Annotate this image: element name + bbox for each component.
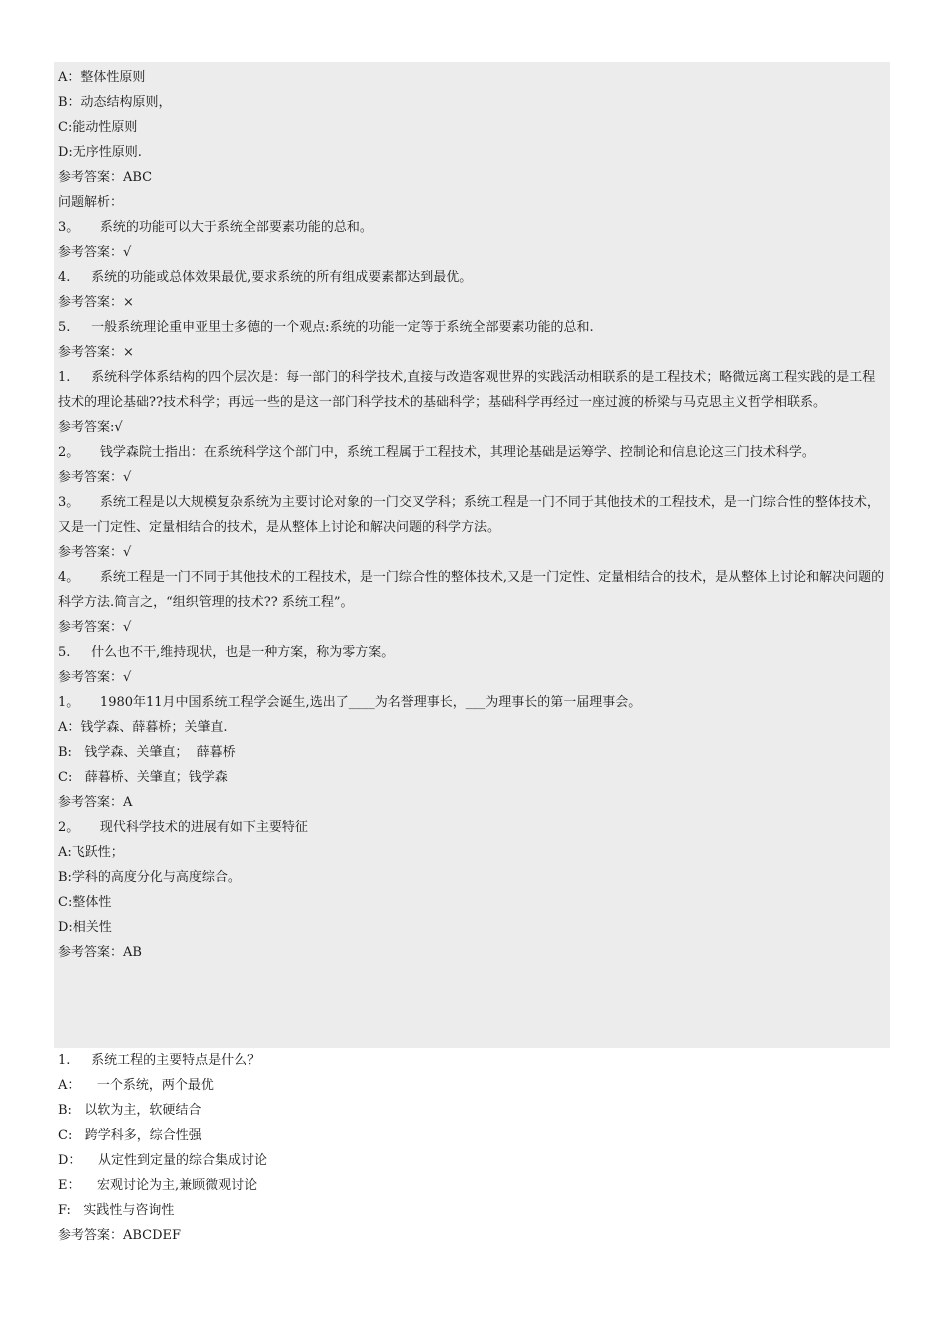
option-line: E： 宏观讨论为主,兼顾微观讨论 [58, 1178, 258, 1193]
option-line: D:相关性 [58, 920, 112, 935]
option-line: D： 从定性到定量的综合集成讨论 [58, 1153, 267, 1168]
question-line: 3。 系统工程是以大规模复杂系统为主要讨论对象的一门交叉学科；系统工程是一门不同于其他技术的工程技术，是一门综合性的整体技术，又是一门定性、定量相结合的技术，是从整体上讨论和解决问题的科学方法。 [58, 495, 880, 535]
white-section-text [58, 1048, 886, 1248]
answer-line: 参考答案：× [58, 345, 134, 360]
text-line: B：动态结构原则， [58, 95, 172, 110]
question-line: 1. 系统科学体系结构的四个层次是：每一部门的科学技术,直接与改造客观世界的实践活动相联系的是工程技术；略微远离工程实践的是工程技术的理论基础??技术科学；再远一些的是这一部门科学技术的基础科学；基础科学再经过一座过渡的桥梁与马克思主义哲学相联系。 [58, 370, 876, 410]
answer-line: 参考答案：A [58, 795, 133, 810]
option-line: B: 以软为主，软硬结合 [58, 1103, 202, 1118]
question-line: 2。 现代科学技术的进展有如下主要特征 [58, 820, 308, 835]
answer-line: 参考答案：√ [58, 470, 132, 485]
question-line: 1. 系统工程的主要特点是什么？ [58, 1053, 261, 1068]
text-line: D:无序性原则. [58, 145, 142, 160]
question-line: 4. 系统的功能或总体效果最优,要求系统的所有组成要素都达到最优。 [58, 270, 473, 285]
answer-line: 参考答案：√ [58, 545, 132, 560]
answer-line: 参考答案:√ [58, 420, 123, 435]
question-line: 4。 系统工程是一门不同于其他技术的工程技术，是一门综合性的整体技术,又是一门定性、定量相结合的技术，是从整体上讨论和解决问题的科学方法.简言之，“组织管理的技术?? 系统工程”。 [58, 570, 885, 610]
option-line: C: 薛暮桥、关肇直；钱学森 [58, 770, 228, 785]
answer-line: 参考答案：√ [58, 245, 132, 260]
option-line: C: 跨学科多，综合性强 [58, 1128, 202, 1143]
answer-line: 参考答案：ABC [58, 170, 153, 185]
option-line: A:飞跃性； [58, 845, 124, 860]
gray-section-text [58, 65, 886, 965]
question-line: 2。 钱学森院士指出：在系统科学这个部门中，系统工程属于工程技术，其理论基础是运筹学、控制论和信息论这三门技术科学。 [58, 445, 815, 460]
option-line: B: 钱学森、关肇直； 薛暮桥 [58, 745, 236, 760]
question-line: 5. 什么也不干,维持现状，也是一种方案，称为零方案。 [58, 645, 395, 660]
option-line: A： 一个系统，两个最优 [58, 1078, 214, 1093]
answer-line: 参考答案：√ [58, 620, 132, 635]
option-line: A：钱学森、薛暮桥；关肇直. [58, 720, 228, 735]
answer-line: 参考答案：× [58, 295, 134, 310]
text-line: C:能动性原则 [58, 120, 138, 135]
text-line: A：整体性原则 [58, 70, 146, 85]
question-line: 1。 1980年11月中国系统工程学会诞生,选出了____为名誉理事长，___为理事长的第一届理事会。 [58, 695, 642, 710]
answer-line: 参考答案：√ [58, 670, 132, 685]
answer-line: 参考答案：ABCDEF [58, 1228, 182, 1243]
option-line: F: 实践性与咨询性 [58, 1203, 175, 1218]
answer-line: 参考答案：AB [58, 945, 142, 960]
question-line: 3。 系统的功能可以大于系统全部要素功能的总和。 [58, 220, 373, 235]
question-line: 5. 一般系统理论重申亚里士多德的一个观点:系统的功能一定等于系统全部要素功能的总和. [58, 320, 594, 335]
option-line: C:整体性 [58, 895, 112, 910]
option-line: B:学科的高度分化与高度综合。 [58, 870, 241, 885]
text-line: 问题解析： [58, 195, 124, 210]
